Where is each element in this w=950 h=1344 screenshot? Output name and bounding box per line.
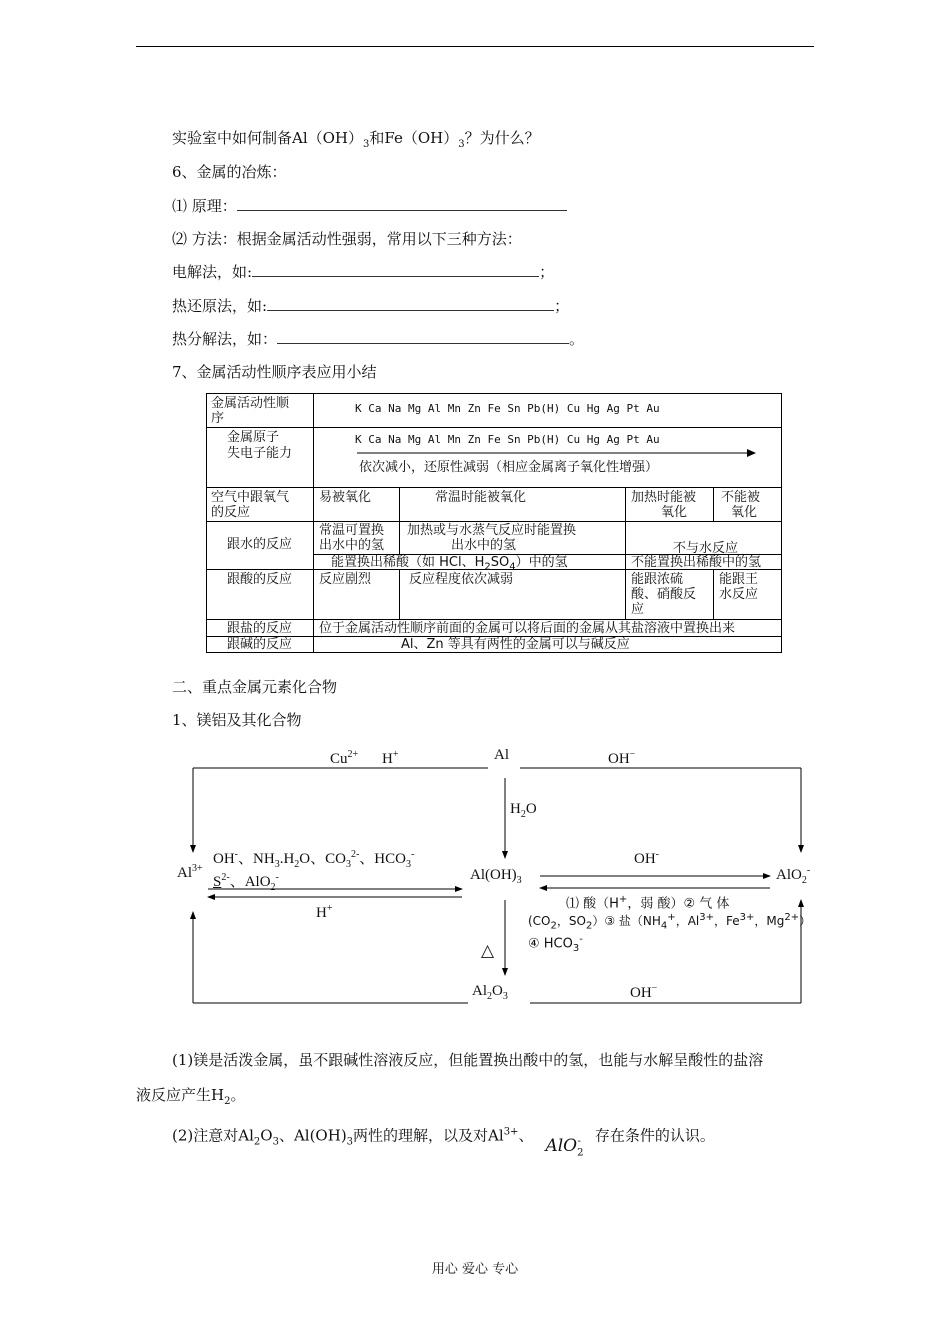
- principle-line: ⑴ 原理：: [172, 196, 567, 216]
- salt-text: 位于金属活动性顺序前面的金属可以将后面的金属从其盐溶液中置换出来: [319, 621, 736, 636]
- heat-triangle-icon: △: [481, 941, 495, 960]
- paragraph-1-line-1: (1)镁是活泼金属，虽不跟碱性溶液反应，但能置换出酸中的氢，也能与水解呈酸性的盐溶: [172, 1051, 764, 1069]
- acid-no-displace: 不能置换出稀酸中的氢: [631, 555, 762, 570]
- thermal-reduction-line: 热还原法，如: ；: [172, 297, 570, 315]
- oxygen-heat-b: 氧化: [661, 505, 688, 520]
- acid-conc-b: 酸、硝酸反: [631, 587, 697, 602]
- metals-series-2: K Ca Na Mg Al Mn Zn Fe Sn Pb(H) Cu Hg Ag Pt Au: [355, 433, 660, 446]
- reagent-oh-bottom: OH−: [630, 983, 658, 1001]
- section-7-title: 7、金属活动性顺序表应用小结: [172, 363, 377, 381]
- electrolysis-line: 电解法，如: ；: [172, 263, 555, 281]
- species-al2o3: $Al_2O_3$: [472, 983, 508, 1002]
- reagent-oh-mid: OH-: [634, 849, 660, 867]
- thermal-decomp-line: 热分解法，如： 。: [172, 330, 585, 348]
- reagent-cu2plus: $Cu^{2+}$: [330, 749, 359, 767]
- right-reagents-line2: ($CO_2$，$SO_2)③$ 盐（$NH_4^+$，$Al^{3+}$，$Fe^{3+}$，$Mg^{2+}$）: [528, 912, 812, 932]
- paragraph-2: (2)注意对$Al_2O_3$、$Al(OH)_3$两性的理解，以及对$Al^{3+}$、 AlO$_2$- 存在条件的认识。: [172, 1126, 715, 1159]
- row-label-electron-b: 失电子能力: [227, 446, 293, 461]
- row-label-base: 跟碱的反应: [227, 637, 293, 652]
- question-prep: 实验室中如何制备$Al(OH)_3$和$Fe(OH)_3$？为什么？: [172, 129, 540, 150]
- acid-decreasing: 反应程度依次减弱: [409, 572, 514, 587]
- paragraph-1-line-2: 液反应产生$H_2$。: [136, 1086, 246, 1107]
- right-reagents-line3: ④ $HCO_3^-$: [528, 934, 583, 954]
- row-label-oxygen-a: 空气中跟氧气: [211, 490, 290, 505]
- species-alo2minus: AlO$_2$-: [776, 865, 811, 886]
- row-label-electron-a: 金属原子: [227, 430, 280, 445]
- row-label-activity-b: 序: [211, 411, 225, 426]
- left-reagents-line2: $S^{2-}$、AlO$_2$-: [213, 872, 279, 893]
- oxygen-room-temp: 常温时能被氧化: [435, 490, 527, 505]
- species-al3plus: $Al^{3+}$: [177, 863, 203, 881]
- alo2-formula: AlO$_2$-: [545, 1135, 584, 1159]
- acid-aqua-regia-b: 水反应: [719, 587, 759, 602]
- reagent-h-top: H+: [382, 749, 399, 767]
- species-al: Al: [494, 747, 509, 763]
- water-room-b: 出水中的氢: [319, 538, 385, 553]
- row-label-acid: 跟酸的反应: [227, 572, 293, 587]
- water-steam-a: 加热或与水蒸气反应时能置换: [407, 523, 577, 538]
- oxygen-easy: 易被氧化: [319, 490, 372, 505]
- acid-aqua-regia-a: 能跟王: [719, 572, 759, 587]
- part-2-section-1: 1、镁铝及其化合物: [172, 711, 302, 729]
- oxygen-none-a: 不能被: [721, 490, 761, 505]
- reagent-h2o: $H_2O$: [510, 801, 537, 820]
- acid-violent: 反应剧烈: [319, 572, 372, 587]
- method-line: ⑵ 方法：根据金属活动性强弱，常用以下三种方法：: [172, 230, 522, 248]
- left-reagents-line1: OH-、$NH_3.H_2O$、$CO_3^{2-}$、$HCO_3^-$: [213, 849, 415, 870]
- row-label-salt: 跟盐的反应: [227, 621, 293, 636]
- row-label-oxygen-b: 的反应: [211, 505, 251, 520]
- water-none: 不与水反应: [673, 541, 739, 556]
- species-aloh3: $Al(OH)_3$: [470, 867, 522, 886]
- water-steam-b: 出水中的氢: [451, 538, 517, 553]
- section-6-title: 6、金属的冶炼：: [172, 163, 287, 181]
- part-2-title: 二、重点金属元素化合物: [172, 678, 338, 696]
- row-label-water: 跟水的反应: [227, 537, 293, 552]
- row-label-activity-a: 金属活动性顺: [211, 396, 290, 411]
- acid-displace: 能置换出稀酸（如 HCl、$H_2SO_4$）中的氢: [331, 555, 568, 573]
- page-footer: 用心 爱心 专心: [431, 1262, 519, 1277]
- oxygen-none-b: 氧化: [731, 505, 758, 520]
- right-reagents-line1: ⑴ 酸（H+，弱 酸）② 气 体: [566, 894, 730, 912]
- metals-series-1: K Ca Na Mg Al Mn Zn Fe Sn Pb(H) Cu Hg Ag Pt Au: [355, 402, 660, 415]
- oxygen-heat-a: 加热时能被: [631, 490, 697, 505]
- reagent-oh-top: OH−: [608, 749, 636, 767]
- acid-conc-a: 能跟浓硫: [631, 572, 684, 587]
- acid-conc-c: 应: [631, 602, 645, 617]
- water-room-a: 常温可置换: [319, 523, 385, 538]
- base-text: Al、Zn 等具有两性的金属可以与碱反应: [401, 637, 630, 652]
- reagent-h-mid: H+: [316, 903, 333, 921]
- trend-text: 依次减小，还原性减弱（相应金属离子氧化性增强）: [359, 460, 659, 475]
